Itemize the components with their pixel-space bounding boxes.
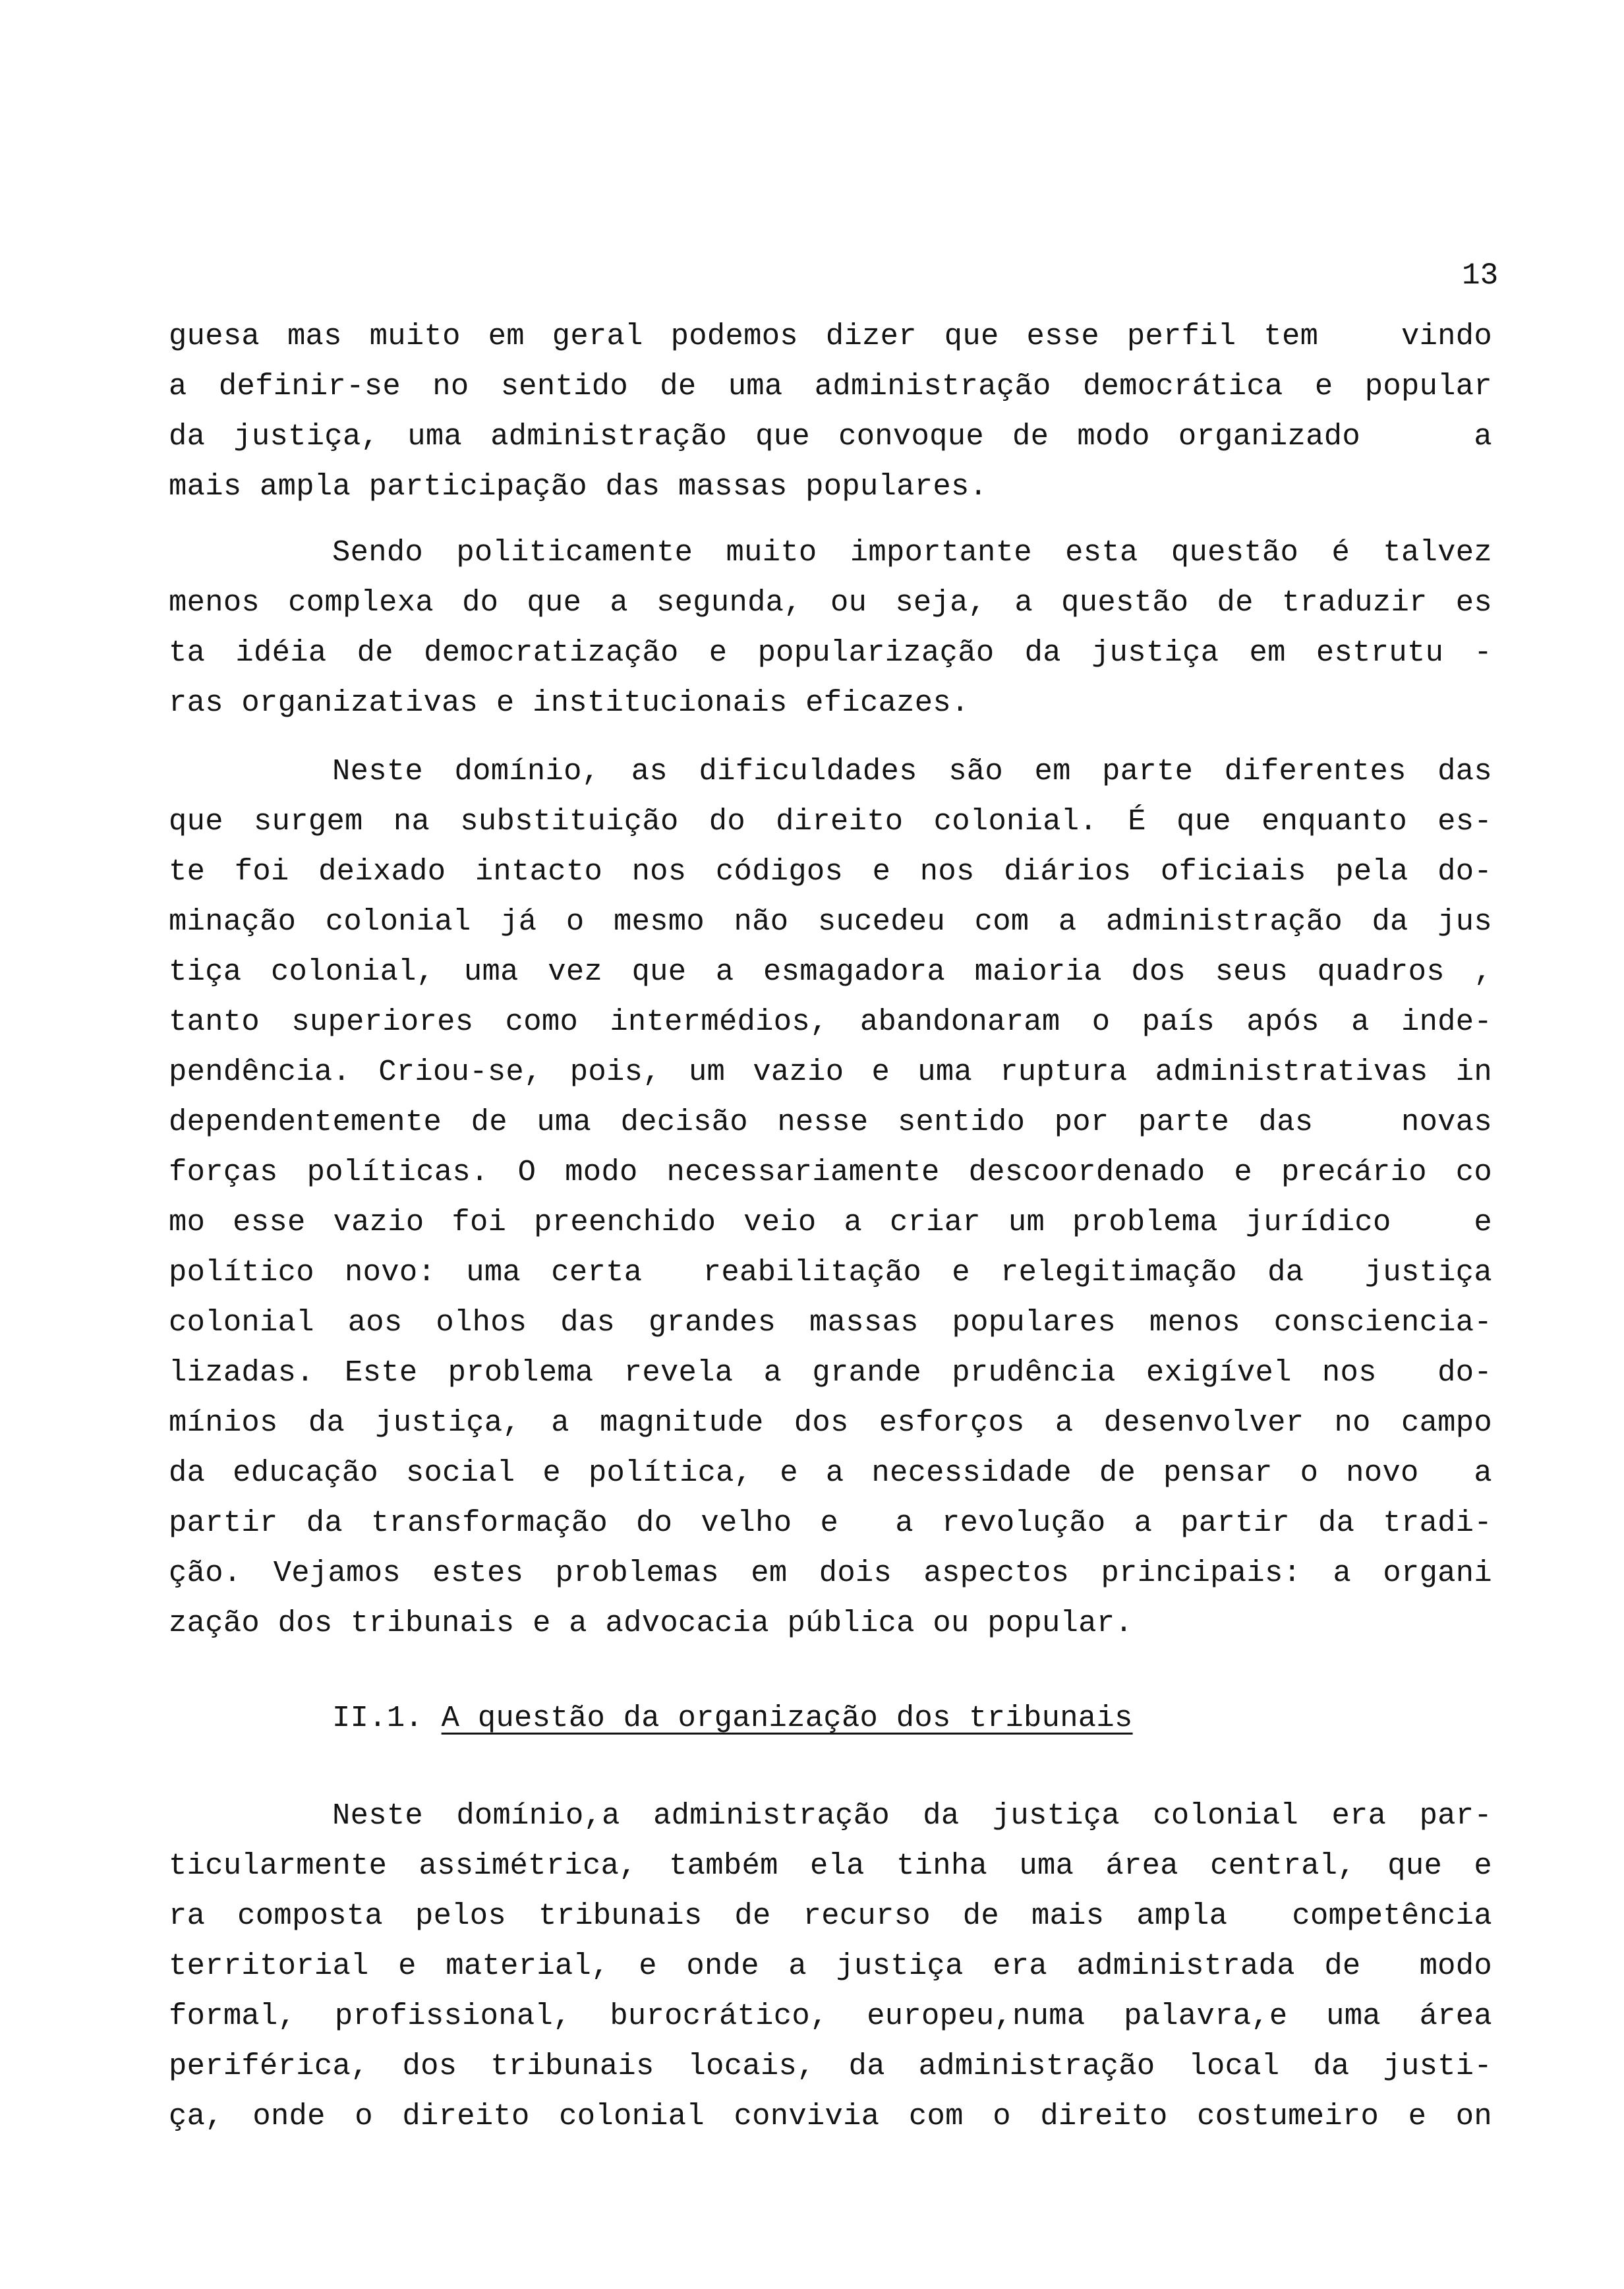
text-line: ra composta pelos tribunais de recurso de mais ampla competência bbox=[169, 1899, 1492, 1933]
text-line: que surgem na substituição do direito colonial. É que enquanto es- bbox=[169, 804, 1492, 839]
text-line: formal, profissional, burocrático, europeu,numa palavra,e uma área bbox=[169, 1999, 1492, 2033]
text-line: lizadas. Este problema revela a grande prudência exigível nos do- bbox=[169, 1355, 1492, 1390]
text-line: mínios da justiça, a magnitude dos esforços a desenvolver no campo bbox=[169, 1406, 1492, 1440]
text-line: periférica, dos tribunais locais, da administração local da justi- bbox=[169, 2049, 1492, 2083]
paragraph-2 bbox=[169, 527, 1492, 728]
section-heading bbox=[332, 1693, 1133, 1743]
page-number: 13 bbox=[1462, 258, 1499, 293]
text-line: territorial e material, e onde a justiça era administrada de modo bbox=[169, 1949, 1492, 1983]
text-line: mais ampla participação das massas populares. bbox=[169, 469, 988, 504]
text-line: a definir-se no sentido de uma administração democrática e popular bbox=[169, 369, 1492, 403]
text-line: tiça colonial, uma vez que a esmagadora maioria dos seus quadros , bbox=[169, 955, 1492, 989]
text-line: minação colonial já o mesmo não sucedeu com a administração da jus bbox=[169, 905, 1492, 939]
text-line: tanto superiores como intermédios, abandonaram o país após a inde- bbox=[169, 1005, 1492, 1039]
text-line: partir da transformação do velho e a revolução a partir da tradi- bbox=[169, 1506, 1492, 1540]
text-line: te foi deixado intacto nos códigos e nos diários oficiais pela do- bbox=[169, 854, 1492, 889]
paragraph-3 bbox=[169, 746, 1492, 1648]
text-line: Neste domínio, as dificuldades são em parte diferentes das bbox=[332, 754, 1492, 788]
text-line: menos complexa do que a segunda, ou seja, a questão de traduzir es bbox=[169, 585, 1492, 620]
text-line: ras organizativas e institucionais eficazes. bbox=[169, 686, 970, 720]
paragraph-4 bbox=[169, 1791, 1492, 2141]
text-line: dependentemente de uma decisão nesse sentido por parte das novas bbox=[169, 1105, 1492, 1139]
text-line: político novo: uma certa reabilitação e relegitimação da justiça bbox=[169, 1255, 1492, 1290]
text-line: ticularmente assimétrica, também ela tinha uma área central, que e bbox=[169, 1849, 1492, 1883]
text-line: mo esse vazio foi preenchido veio a criar um problema jurídico e bbox=[169, 1205, 1492, 1239]
text-line: Sendo politicamente muito importante esta questão é talvez bbox=[332, 535, 1492, 570]
text-line: ção. Vejamos estes problemas em dois aspectos principais: a organi bbox=[169, 1556, 1492, 1590]
text-line: da justiça, uma administração que convoque de modo organizado a bbox=[169, 419, 1492, 454]
text-line: zação dos tribunais e a advocacia pública ou popular. bbox=[169, 1606, 1134, 1640]
text-line: ça, onde o direito colonial convivia com o direito costumeiro e on bbox=[169, 2099, 1492, 2133]
section-number: II.1. bbox=[332, 1701, 424, 1735]
section-title: A questão da organização dos tribunais bbox=[441, 1701, 1133, 1735]
paragraph-1 bbox=[169, 311, 1492, 512]
text-line: colonial aos olhos das grandes massas populares menos consciencia- bbox=[169, 1305, 1492, 1340]
text-line: forças políticas. O modo necessariamente descoordenado e precário co bbox=[169, 1155, 1492, 1189]
text-line: pendência. Criou-se, pois, um vazio e uma ruptura administrativas in bbox=[169, 1055, 1492, 1089]
text-line: guesa mas muito em geral podemos dizer que esse perfil tem vindo bbox=[169, 319, 1492, 353]
text-line: da educação social e política, e a necessidade de pensar o novo a bbox=[169, 1456, 1492, 1490]
text-line: ta idéia de democratização e popularização da justiça em estrutu - bbox=[169, 636, 1492, 670]
text-line: Neste domínio,a administração da justiça colonial era par- bbox=[332, 1798, 1492, 1833]
